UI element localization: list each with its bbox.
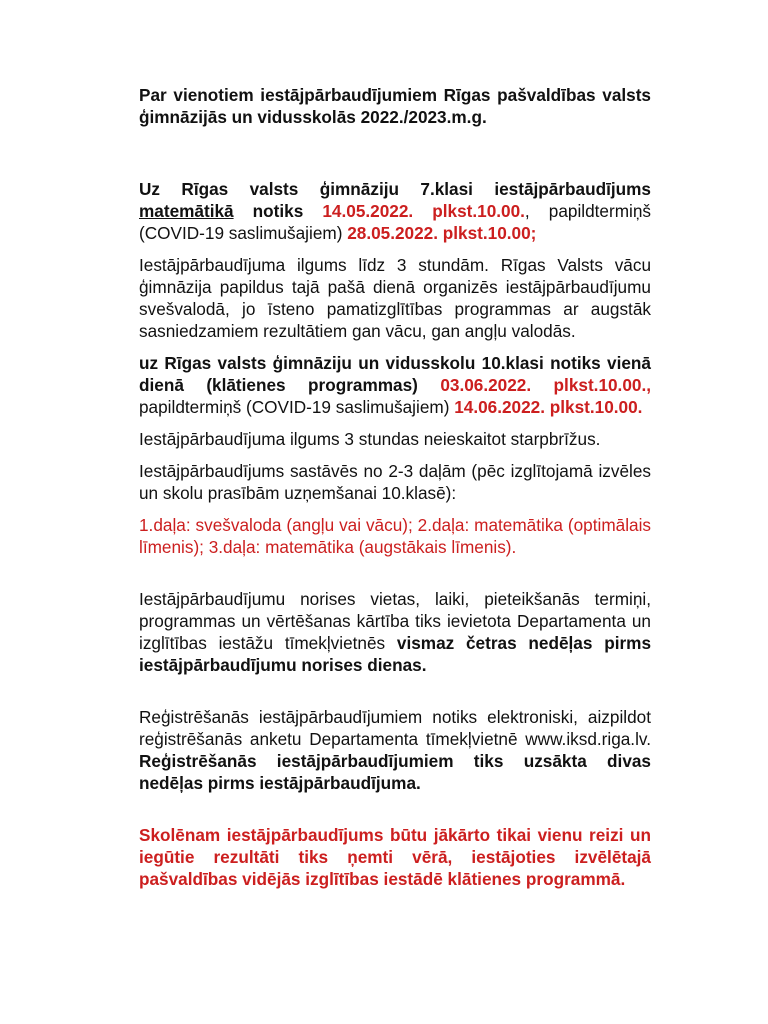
publication-deadline: vismaz četras nedēļas pirms iestājpārbaudījumu norises dienas. bbox=[139, 633, 651, 675]
paragraph-grade7 bbox=[139, 178, 651, 244]
paragraph-duration-grade10: Iestājpārbaudījuma ilgums 3 stundas neieskaitot starpbrīžus. bbox=[139, 429, 601, 449]
paragraph-grade10 bbox=[139, 352, 651, 418]
paragraph-registration bbox=[139, 706, 651, 794]
publication-text: Iestājpārbaudījumu norises vietas, laiki, pieteikšanās termiņi, programmas un vērtēšanas kārtība tiks ievietota Departamenta un izglītības iestāžu tīmekļvietnēs bbox=[139, 589, 651, 653]
grade7-extra-term-label: , papildtermiņš (COVID-19 saslimušajiem) bbox=[139, 201, 651, 243]
paragraph-exam-parts: Iestājpārbaudījums sastāvēs no 2-3 daļām (pēc izglītojamā izvēles un skolu prasībām uzņemšanai 10.klasē): bbox=[139, 461, 651, 503]
grade7-date: 14.05.2022. plkst.10.00. bbox=[322, 201, 525, 221]
grade7-subject: matemātikā bbox=[139, 201, 234, 221]
grade7-verb: notiks bbox=[252, 201, 304, 221]
grade7-intro: Uz Rīgas valsts ģimnāziju 7.klasi iestājpārbaudījums bbox=[139, 179, 651, 199]
grade10-date: 03.06.2022. plkst.10.00., bbox=[440, 375, 652, 395]
grade10-intro: uz Rīgas valsts ģimnāziju un vidusskolu 10.klasi notiks vienā dienā (klātienes programmas) bbox=[139, 353, 651, 395]
document-body bbox=[139, 84, 651, 890]
registration-start: Reģistrēšanās iestājpārbaudījumiem tiks uzsākta divas nedēļas pirms iestājpārbaudījuma. bbox=[139, 751, 651, 793]
grade10-extra-date: 14.06.2022. plkst.10.00. bbox=[454, 397, 643, 417]
paragraph-single-attempt: Skolēnam iestājpārbaudījums būtu jākārto tikai vienu reizi un iegūtie rezultāti tiks ņemti vērā, iestājoties izvēlētajā pašvaldības vidējās izglītības iestādē klātienes programmā. bbox=[139, 825, 651, 889]
document-title: Par vienotiem iestājpārbaudījumiem Rīgas pašvaldības valsts ģimnāzijās un vidusskolās 2022./2023.m.g. bbox=[139, 85, 651, 127]
paragraph-info-publication bbox=[139, 588, 651, 676]
registration-text: Reģistrēšanās iestājpārbaudījumiem notiks elektroniski, aizpildot reģistrēšanās anketu Departamenta tīmekļvietnē www.iksd.riga.lv. bbox=[139, 707, 651, 749]
paragraph-exam-parts-list: 1.daļa: svešvaloda (angļu vai vācu); 2.daļa: matemātika (optimālais līmenis); 3.daļa: matemātika (augstākais līmenis). bbox=[139, 515, 651, 557]
paragraph-duration-grade7: Iestājpārbaudījuma ilgums līdz 3 stundām. Rīgas Valsts vācu ģimnāzija papildus tajā pašā dienā organizēs iestājpārbaudījumu svešvalodā, jo īsteno pamatizglītības programmas ar augstāk sasniedzamiem rezultātiem gan vācu, gan angļu valodās. bbox=[139, 255, 651, 341]
grade10-extra-term-label: papildtermiņš (COVID-19 saslimušajiem) bbox=[139, 397, 450, 417]
grade7-extra-date: 28.05.2022. plkst.10.00; bbox=[347, 223, 537, 243]
